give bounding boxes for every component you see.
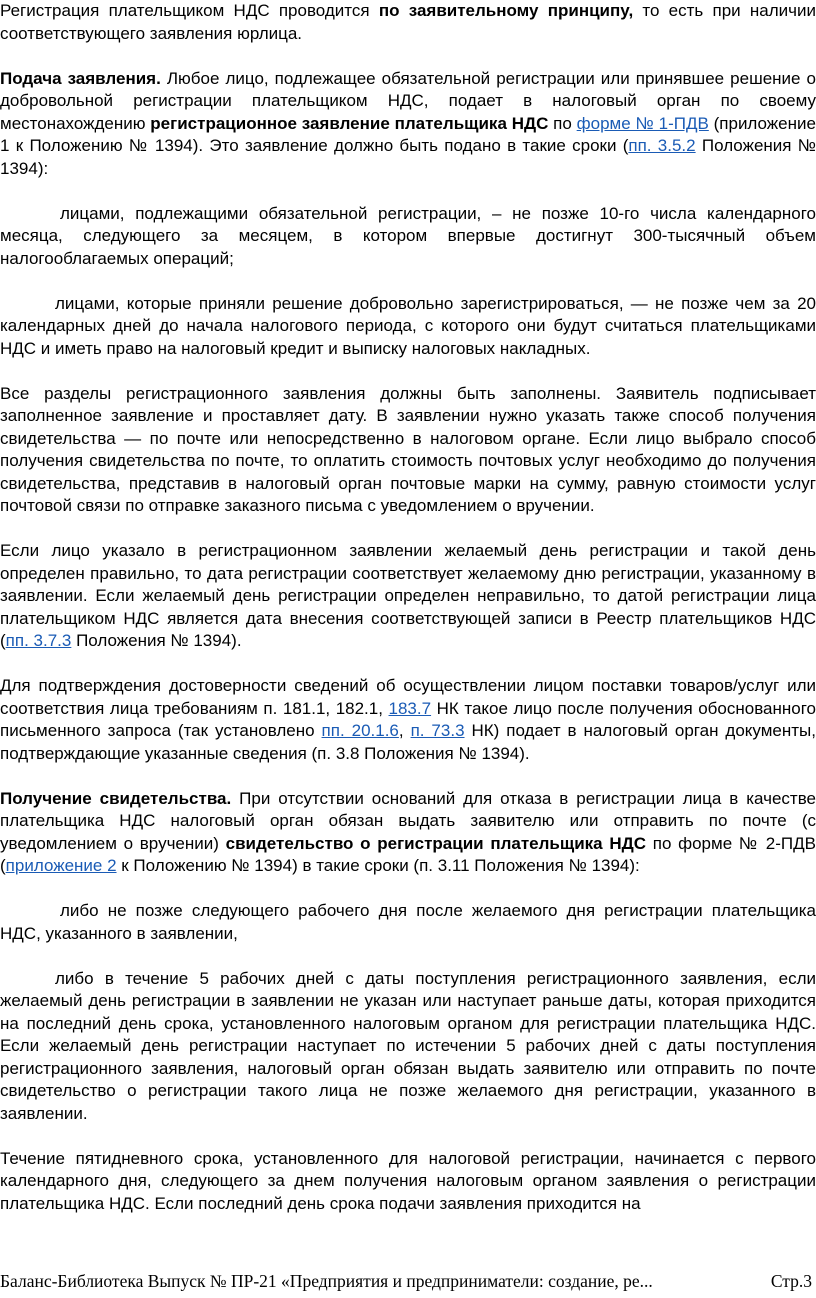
link-paragraph-73-3[interactable]: п. 73.3 (410, 721, 465, 740)
paragraph-next-working-day: либо не позже следующего рабочего дня после желаемого дня регистрации плательщика НДС, указанного в заявлении, (0, 901, 816, 943)
paragraph-registration-principle: Регистрация плательщиком НДС проводится по заявительному принципу, то есть при наличии соответствующего заявления юрлица. (0, 1, 816, 43)
paragraph-application-submission: Подача заявления. Любое лицо, подлежащее обязательной регистрации или принявшее решение о добровольной регистрации плательщиком НДС, подает в налоговый орган по своему местонахождению регистрационное заявление плательщика НДС по форме № 1-ПДВ (приложение 1 к Положению № 1394). Это заявление должно быть подано в такие сроки (пп. 3.5.2 Положения № 1394): (0, 68, 816, 178)
paragraph-confirmation-documents: Для подтверждения достоверности сведений об осуществлении лицом поставки товаров/услуг или соответствия лица требованиям п. 181.1, 182.1, 183.7 НК такое лицо после получения обоснованного письменного запроса (так установлено пп. 20.1.6, п. 73.3 НК) подает в налоговый орган документы, подтверждающие указанные сведения (п. 3.8 Положения № 1394). (0, 676, 816, 763)
paragraph-five-day-period: Течение пятидневного срока, установленного для налоговой регистрации, начинается с первого календарного дня, следующего за днем получения налоговым органом заявления о регистрации плательщика НДС. Если последний день срока подачи заявления приходится на (0, 1148, 816, 1213)
heading-certificate-receipt: Получение свидетельства. (0, 788, 232, 808)
link-subparagraph-3-7-3[interactable]: пп. 3.7.3 (5, 631, 72, 650)
paragraph-certificate-receipt: Получение свидетельства. При отсутствии оснований для отказа в регистрации лица в качестве плательщика НДС налоговый орган обязан выдать заявителю или отправить по почте (с уведомлением о вручении) свидетельство о регистрации плательщика НДС по форме № 2-ПДВ (приложение 2 к Положению № 1394) в такие сроки (п. 3.11 Положения № 1394): (0, 788, 816, 875)
footer-publication-title: Баланс-Библиотека Выпуск № ПР-21 «Предприятия и предприниматели: создание, ре... (0, 1271, 653, 1291)
link-appendix-2[interactable]: приложение 2 (5, 856, 117, 875)
bold-registration-application: регистрационное заявление плательщика НДС (150, 113, 549, 133)
page-footer (0, 1270, 812, 1292)
paragraph-five-working-days: либо в течение 5 рабочих дней с даты поступления регистрационного заявления, если желаемый день регистрации в заявлении не указан или наступает раньше даты, которая приходится на последний день срока, установленного налоговым органом для регистрации плательщика НДС. Если желаемый день регистрации наступает по истечении 5 рабочих дней с даты поступления регистрационного заявления, налоговый орган обязан выдать заявителю или отправить по почте свидетельство о регистрации такого лица не позже желаемого дня регистрации, указанного в заявлении. (0, 968, 816, 1123)
paragraph-registration-date: Если лицо указало в регистрационном заявлении желаемый день регистрации и такой день определен правильно, то дата регистрации соответствует желаемому дню регистрации, указанному в заявлении. Если желаемый день регистрации определен неправильно, то датой регистрации лица плательщиком НДС является дата внесения соответствующей записи в Реестр плательщиков НДС (пп. 3.7.3 Положения № 1394). (0, 541, 816, 650)
link-article-183-7[interactable]: 183.7 (388, 698, 432, 718)
link-form-1-pdv[interactable]: форме № 1-ПДВ (576, 113, 709, 133)
paragraph-application-sections: Все разделы регистрационного заявления должны быть заполнены. Заявитель подписывает заполненное заявление и проставляет дату. В заявлении нужно указать также способ получения свидетельства — по почте или непосредственно в налоговом органе. Если лицо выбрало способ получения свидетельства по почте, то оплатить стоимость почтовых услуг необходимо до получения свидетельства, представив в налоговый орган почтовые марки на сумму, равную стоимости услуг почтовой связи по отправке заказного письма с уведомлением о вручении. (0, 383, 816, 515)
link-subparagraph-3-5-2[interactable]: пп. 3.5.2 (628, 136, 696, 155)
heading-application-submission: Подача заявления. (0, 68, 161, 88)
link-subparagraph-20-1-6[interactable]: пп. 20.1.6 (321, 721, 399, 740)
paragraph-voluntary-registration: лицами, которые приняли решение добровольно зарегистрироваться, — не позже чем за 20 календарных дней до начала налогового периода, с которого они будут считаться плательщиками НДС и иметь право на налоговый кредит и выписку налоговых накладных. (0, 293, 816, 358)
paragraph-mandatory-registration: лицами, подлежащими обязательной регистрации, – не позже 10-го числа календарного месяца, следующего за месяцем, в котором впервые достигнут 300-тысячный объем налогооблагаемых операций; (0, 203, 816, 268)
bold-principle: по заявительному принципу, (378, 1, 634, 20)
footer-page-number: Стр.3 (770, 1271, 812, 1291)
bold-vat-certificate: свидетельство о регистрации плательщика НДС (225, 833, 647, 853)
